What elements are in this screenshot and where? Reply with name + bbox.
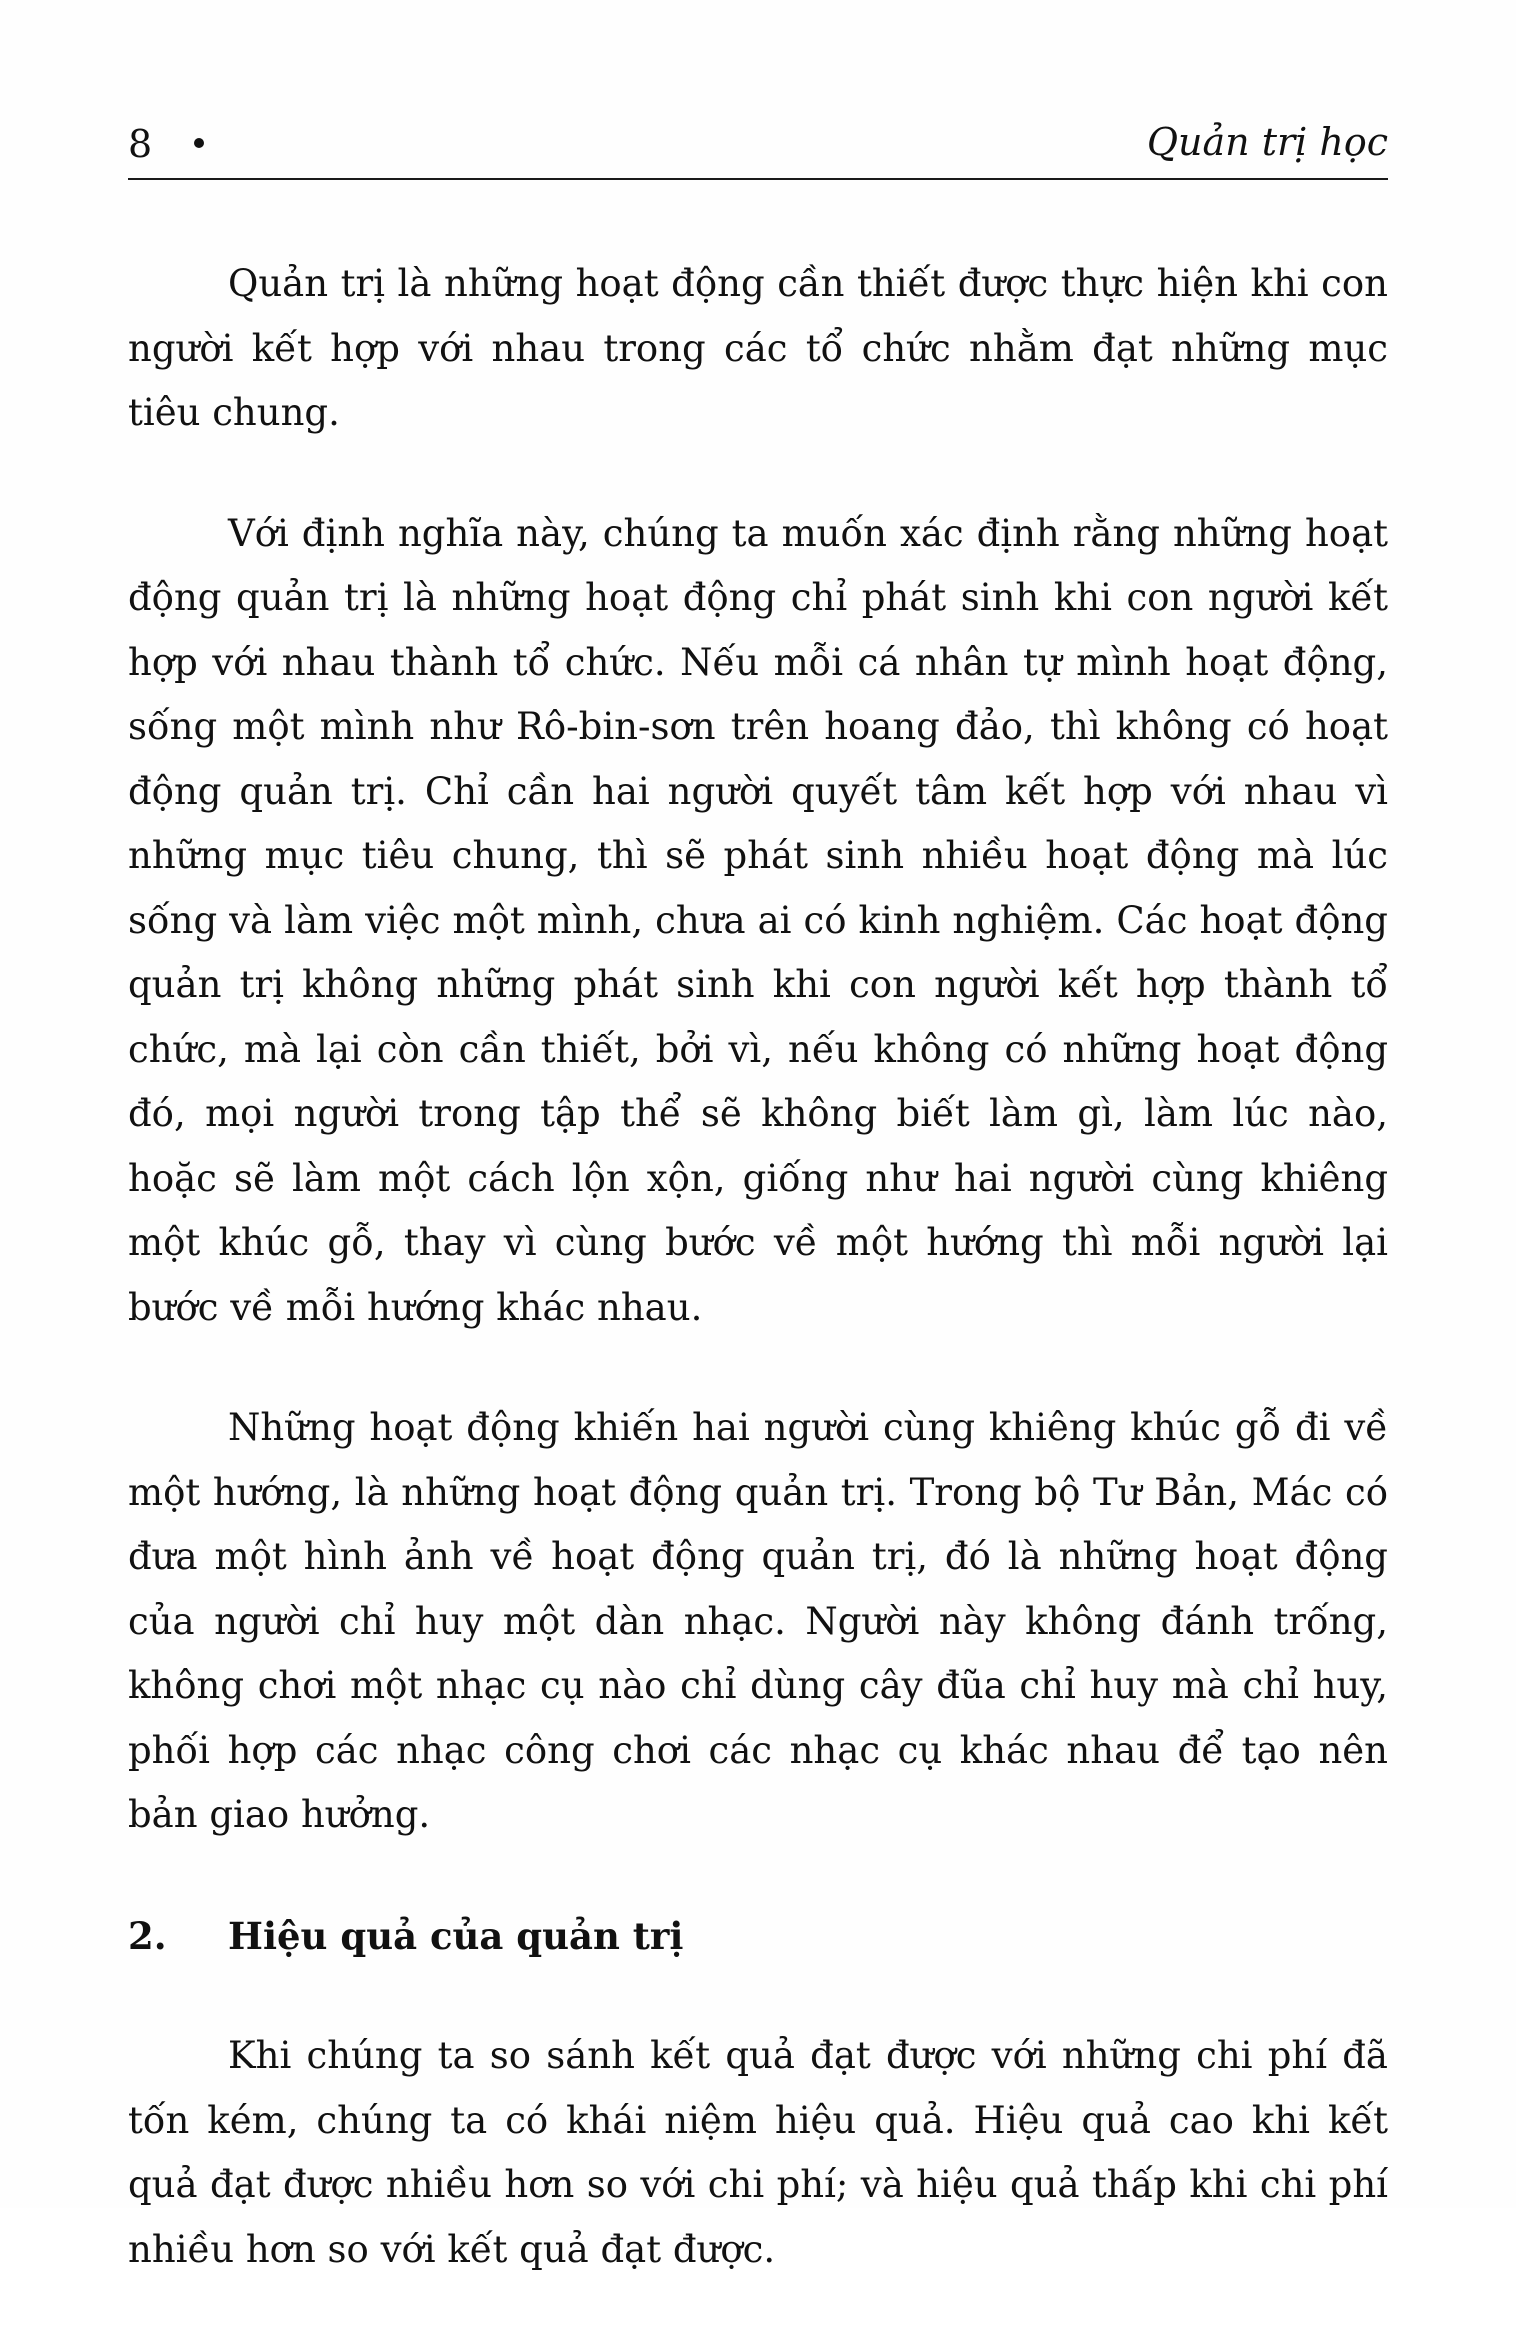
- section-number: 2.: [128, 1913, 167, 1958]
- body-text: [128, 252, 1388, 2338]
- bullet-separator-icon: [194, 138, 204, 148]
- paragraph-definition: Quản trị là những hoạt động cần thiết được thực hiện khi con người kết hợp với nhau trong các tổ chức nhằm đạt những mục tiêu chung.: [128, 262, 1388, 434]
- running-header: [128, 118, 1388, 180]
- section-heading: [128, 1904, 1388, 1969]
- book-title: Quản trị học: [1146, 120, 1388, 164]
- paragraph-explanation: Với định nghĩa này, chúng ta muốn xác định rằng những hoạt động quản trị là những hoạt động chỉ phát sinh khi con người kết hợp với nhau thành tổ chức. Nếu mỗi cá nhân tự mình hoạt động, sống một mình như Rô-bin-sơn trên hoang đảo, thì không có hoạt động quản trị. Chỉ cần hai người quyết tâm kết hợp với nhau vì những mục tiêu chung, thì sẽ phát sinh nhiều hoạt động mà lúc sống và làm việc một mình, chưa ai có kinh nghiệm. Các hoạt động quản trị không những phát sinh khi con người kết hợp thành tổ chức, mà lại còn cần thiết, bởi vì, nếu không có những hoạt động đó, mọi người trong tập thể sẽ không biết làm gì, làm lúc nào, hoặc sẽ làm một cách lộn xộn, giống như hai người cùng khiêng một khúc gỗ, thay vì cùng bước về một hướng thì mỗi người lại bước về mỗi hướng khác nhau.: [128, 511, 1388, 1329]
- paragraph-example: Những hoạt động khiến hai người cùng khiêng khúc gỗ đi về một hướng, là những hoạt động quản trị. Trong bộ Tư Bản, Mác có đưa một hình ảnh về hoạt động quản trị, đó là những hoạt động của người chỉ huy một dàn nhạc. Người này không đánh trống, không chơi một nhạc cụ nào chỉ dùng cây đũa chỉ huy mà chỉ huy, phối hợp các nhạc công chơi các nhạc cụ khác nhau để tạo nên bản giao hưởng.: [128, 1406, 1388, 1836]
- paragraph-efficiency: Khi chúng ta so sánh kết quả đạt được với những chi phí đã tốn kém, chúng ta có khái niệm hiệu quả. Hiệu quả cao khi kết quả đạt được nhiều hơn so với chi phí; và hiệu quả thấp khi chi phí nhiều hơn so với kết quả đạt được.: [128, 2034, 1388, 2271]
- section-title: Hiệu quả của quản trị: [228, 1913, 684, 1958]
- page-number: 8: [128, 122, 153, 166]
